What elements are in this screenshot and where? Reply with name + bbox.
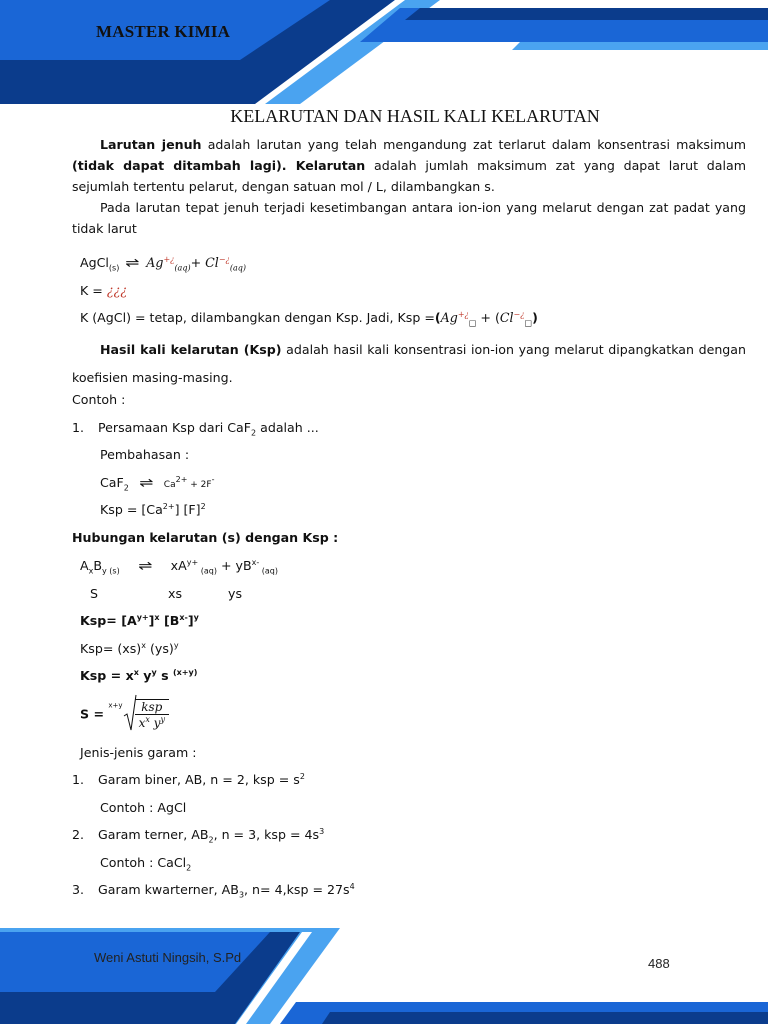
axby-y: y bbox=[102, 566, 107, 576]
ksp-caf2-a: Ksp = [Ca bbox=[100, 502, 163, 518]
ksp-ag-box: □ bbox=[468, 318, 477, 328]
ag-state: (aq) bbox=[174, 263, 191, 273]
fb-b-sup: y bbox=[160, 714, 165, 724]
axby-b: B bbox=[93, 558, 102, 574]
ca-charge: 2+ bbox=[175, 475, 188, 484]
k1s4: y bbox=[193, 613, 199, 622]
salt-2-ex-sub: 2 bbox=[186, 863, 192, 873]
fb-b: y bbox=[149, 715, 161, 730]
cl-ion: Cl bbox=[205, 255, 219, 271]
header-banner bbox=[0, 0, 768, 110]
header-right-light bbox=[512, 42, 768, 50]
k2b: (ys) bbox=[145, 641, 174, 657]
agcl-state: (s) bbox=[108, 263, 120, 273]
f-charge: - bbox=[211, 475, 215, 484]
ksp-definition-paragraph bbox=[72, 336, 746, 392]
axby-s: (s) bbox=[106, 566, 120, 576]
ksp-cl-charge: −¿ bbox=[513, 310, 525, 319]
k3s1: x bbox=[133, 668, 139, 677]
ksp-definition bbox=[72, 336, 746, 392]
k1s1: y+ bbox=[136, 613, 149, 622]
k1a: Ksp= [A bbox=[80, 613, 137, 629]
plus-sign: + bbox=[190, 255, 202, 271]
k1s2: x bbox=[154, 613, 160, 622]
p1-text2: adalah jumlah maksimum zat yang dapat larut dalam sejumlah tertentu pelarut, dengan satuan mol / L, dilambangkan s. bbox=[72, 158, 746, 194]
s-eq: S = bbox=[80, 706, 109, 722]
frac-top: ksp bbox=[135, 700, 169, 715]
cl-charge: −¿ bbox=[218, 255, 230, 264]
salt-2-ex: Contoh : CaCl bbox=[100, 855, 187, 870]
f-ion: + 2F bbox=[187, 480, 212, 491]
ksp-caf2-b: ] [F] bbox=[174, 502, 201, 518]
equilibrium-arrow-icon: ⇌ bbox=[125, 256, 140, 272]
intro-section bbox=[72, 134, 746, 239]
caf2-sub: 2 bbox=[123, 483, 129, 493]
header-right-dark bbox=[405, 8, 768, 20]
ag-charge: +¿ bbox=[163, 255, 175, 264]
k1d: ] bbox=[187, 613, 194, 629]
salt-2-example bbox=[100, 855, 191, 873]
k3s3: (x+y) bbox=[172, 668, 198, 677]
xs-label: xs bbox=[168, 586, 183, 601]
q-end: adalah ... bbox=[256, 420, 319, 435]
ag-ion: Ag bbox=[146, 255, 164, 271]
cl-state: (aq) bbox=[229, 263, 246, 273]
salt-1-num: 1. bbox=[72, 772, 85, 788]
salt-3-sub: 3 bbox=[238, 890, 245, 900]
fb-a: x bbox=[138, 715, 146, 730]
radical-icon bbox=[123, 694, 137, 734]
salt-3-a: Garam kwarterner, AB bbox=[98, 882, 239, 898]
k-expression bbox=[80, 283, 127, 298]
ksp-open: ( bbox=[434, 310, 441, 326]
prod-x-sub: (aq) bbox=[198, 566, 217, 576]
k1b: ] bbox=[148, 613, 155, 629]
axby-x: x bbox=[88, 566, 94, 576]
ksp-ag-charge: +¿ bbox=[457, 310, 469, 319]
k1c: [B bbox=[159, 613, 180, 629]
axby-a: A bbox=[80, 558, 89, 574]
k2s1: x bbox=[141, 641, 146, 650]
ksp-caf2-sup1: 2+ bbox=[162, 502, 175, 511]
salt-3-num: 3. bbox=[72, 882, 85, 898]
salt-1-sup: 2 bbox=[299, 772, 305, 781]
relation-heading: Hubungan kelarutan (s) dengan Ksp : bbox=[72, 530, 339, 545]
salts-heading: Jenis-jenis garam : bbox=[80, 745, 197, 760]
q-text: Persamaan Ksp dari CaF bbox=[98, 420, 252, 435]
example-1-number: 1. bbox=[72, 420, 85, 435]
agcl-equation bbox=[80, 255, 246, 273]
s-root-formula bbox=[80, 694, 169, 734]
term-kelarutan: Kelarutan bbox=[286, 158, 366, 173]
ksp-formula-1 bbox=[80, 613, 199, 628]
page-title: KELARUTAN DAN HASIL KALI KELARUTAN bbox=[230, 106, 600, 126]
contoh-label: Contoh : bbox=[72, 392, 126, 407]
ksp-ag: Ag bbox=[440, 310, 458, 326]
caf2-equation bbox=[100, 475, 214, 493]
p1-text1: adalah larutan yang telah mengandung zat terlarut dalam konsentrasi maksimum bbox=[201, 137, 746, 152]
q-sub: 2 bbox=[251, 428, 257, 438]
caf2: CaF bbox=[100, 475, 124, 491]
intro-paragraph-1 bbox=[72, 134, 746, 197]
prod-x-sup: y+ bbox=[186, 558, 199, 567]
salt-2-b: , n = 3, ksp = 4s bbox=[213, 827, 320, 843]
brand-title: MASTER KIMIA bbox=[96, 22, 231, 41]
intro-paragraph-2: Pada larutan tepat jenuh terjadi kesetimbangan antara ion-ion yang melarut dengan zat padat yang tidak larut bbox=[72, 200, 746, 236]
ksp-formula-3 bbox=[80, 668, 197, 683]
ksp-caf2-sup2: 2 bbox=[200, 502, 206, 511]
k-label: K = bbox=[80, 283, 107, 298]
pembahasan-label: Pembahasan : bbox=[100, 447, 190, 462]
ksp-agcl-line bbox=[80, 310, 538, 328]
root-index: x+y bbox=[108, 701, 123, 710]
salt-3-b: , n= 4,ksp = 27s bbox=[244, 882, 350, 898]
kagcl-text: K (AgCl) = tetap, dilambangkan dengan Ksp. Jadi, Ksp = bbox=[80, 310, 435, 326]
ksp-plus: + ( bbox=[480, 310, 500, 326]
prod-plus: + yB bbox=[216, 558, 252, 574]
salt-2-sub: 2 bbox=[208, 835, 214, 845]
salt-2-sup: 3 bbox=[319, 827, 325, 836]
fb-a-sup: x bbox=[145, 714, 150, 724]
salt-item-2 bbox=[72, 827, 324, 845]
ksp-cl-box: □ bbox=[524, 318, 533, 328]
p1-paren: (tidak dapat ditambah lagi). bbox=[72, 158, 287, 173]
k3a: Ksp = x bbox=[80, 668, 134, 684]
k-value: ¿¿¿ bbox=[106, 283, 128, 298]
ca-ion: Ca bbox=[163, 480, 176, 491]
ksp-cl: Cl bbox=[499, 310, 514, 326]
s-label: S bbox=[90, 586, 98, 601]
salt-1-text: Garam biner, AB, n = 2, ksp = s bbox=[98, 772, 300, 788]
salt-3-sup: 4 bbox=[349, 882, 355, 891]
equilibrium-arrow-icon: ⇌ bbox=[138, 559, 153, 575]
k3c: s bbox=[156, 668, 173, 684]
k2a: Ksp= (xs) bbox=[80, 641, 142, 657]
axby-equation bbox=[80, 558, 278, 576]
ksp-caf2 bbox=[100, 502, 206, 517]
ksp-close: ) bbox=[532, 310, 538, 326]
agcl: AgCl bbox=[80, 255, 109, 271]
prod-y-sub: (aq) bbox=[259, 566, 278, 576]
salt-1-example: Contoh : AgCl bbox=[100, 800, 187, 815]
salt-item-3 bbox=[72, 882, 355, 900]
frac-bottom bbox=[135, 715, 169, 730]
ksp-def-text: adalah hasil kali konsentrasi ion-ion yang melarut dipangkatkan dengan koefisien masing-masing. bbox=[72, 342, 747, 385]
page-number: 488 bbox=[648, 956, 670, 971]
k3s2: y bbox=[151, 668, 157, 677]
prod-y-sup: x- bbox=[251, 558, 260, 567]
ksp-fraction bbox=[135, 699, 169, 730]
author-name: Weni Astuti Ningsih, S.Pd bbox=[94, 950, 242, 965]
footer-right-dark bbox=[322, 1012, 768, 1024]
salt-item-1 bbox=[72, 772, 305, 787]
ys-label: ys bbox=[228, 586, 243, 601]
term-larutan-jenuh: Larutan jenuh bbox=[100, 137, 202, 152]
term-ksp: Hasil kali kelarutan (Ksp) bbox=[100, 342, 282, 357]
k2s2: y bbox=[173, 641, 179, 650]
example-1-question bbox=[72, 420, 319, 438]
equilibrium-arrow-icon: ⇌ bbox=[139, 476, 154, 492]
k1s3: x- bbox=[179, 613, 188, 622]
k3b: y bbox=[138, 668, 152, 684]
ksp-formula-2 bbox=[80, 641, 179, 656]
salt-2-a: Garam terner, AB bbox=[98, 827, 209, 843]
prod-x: xA bbox=[170, 558, 187, 574]
salt-2-num: 2. bbox=[72, 827, 85, 843]
